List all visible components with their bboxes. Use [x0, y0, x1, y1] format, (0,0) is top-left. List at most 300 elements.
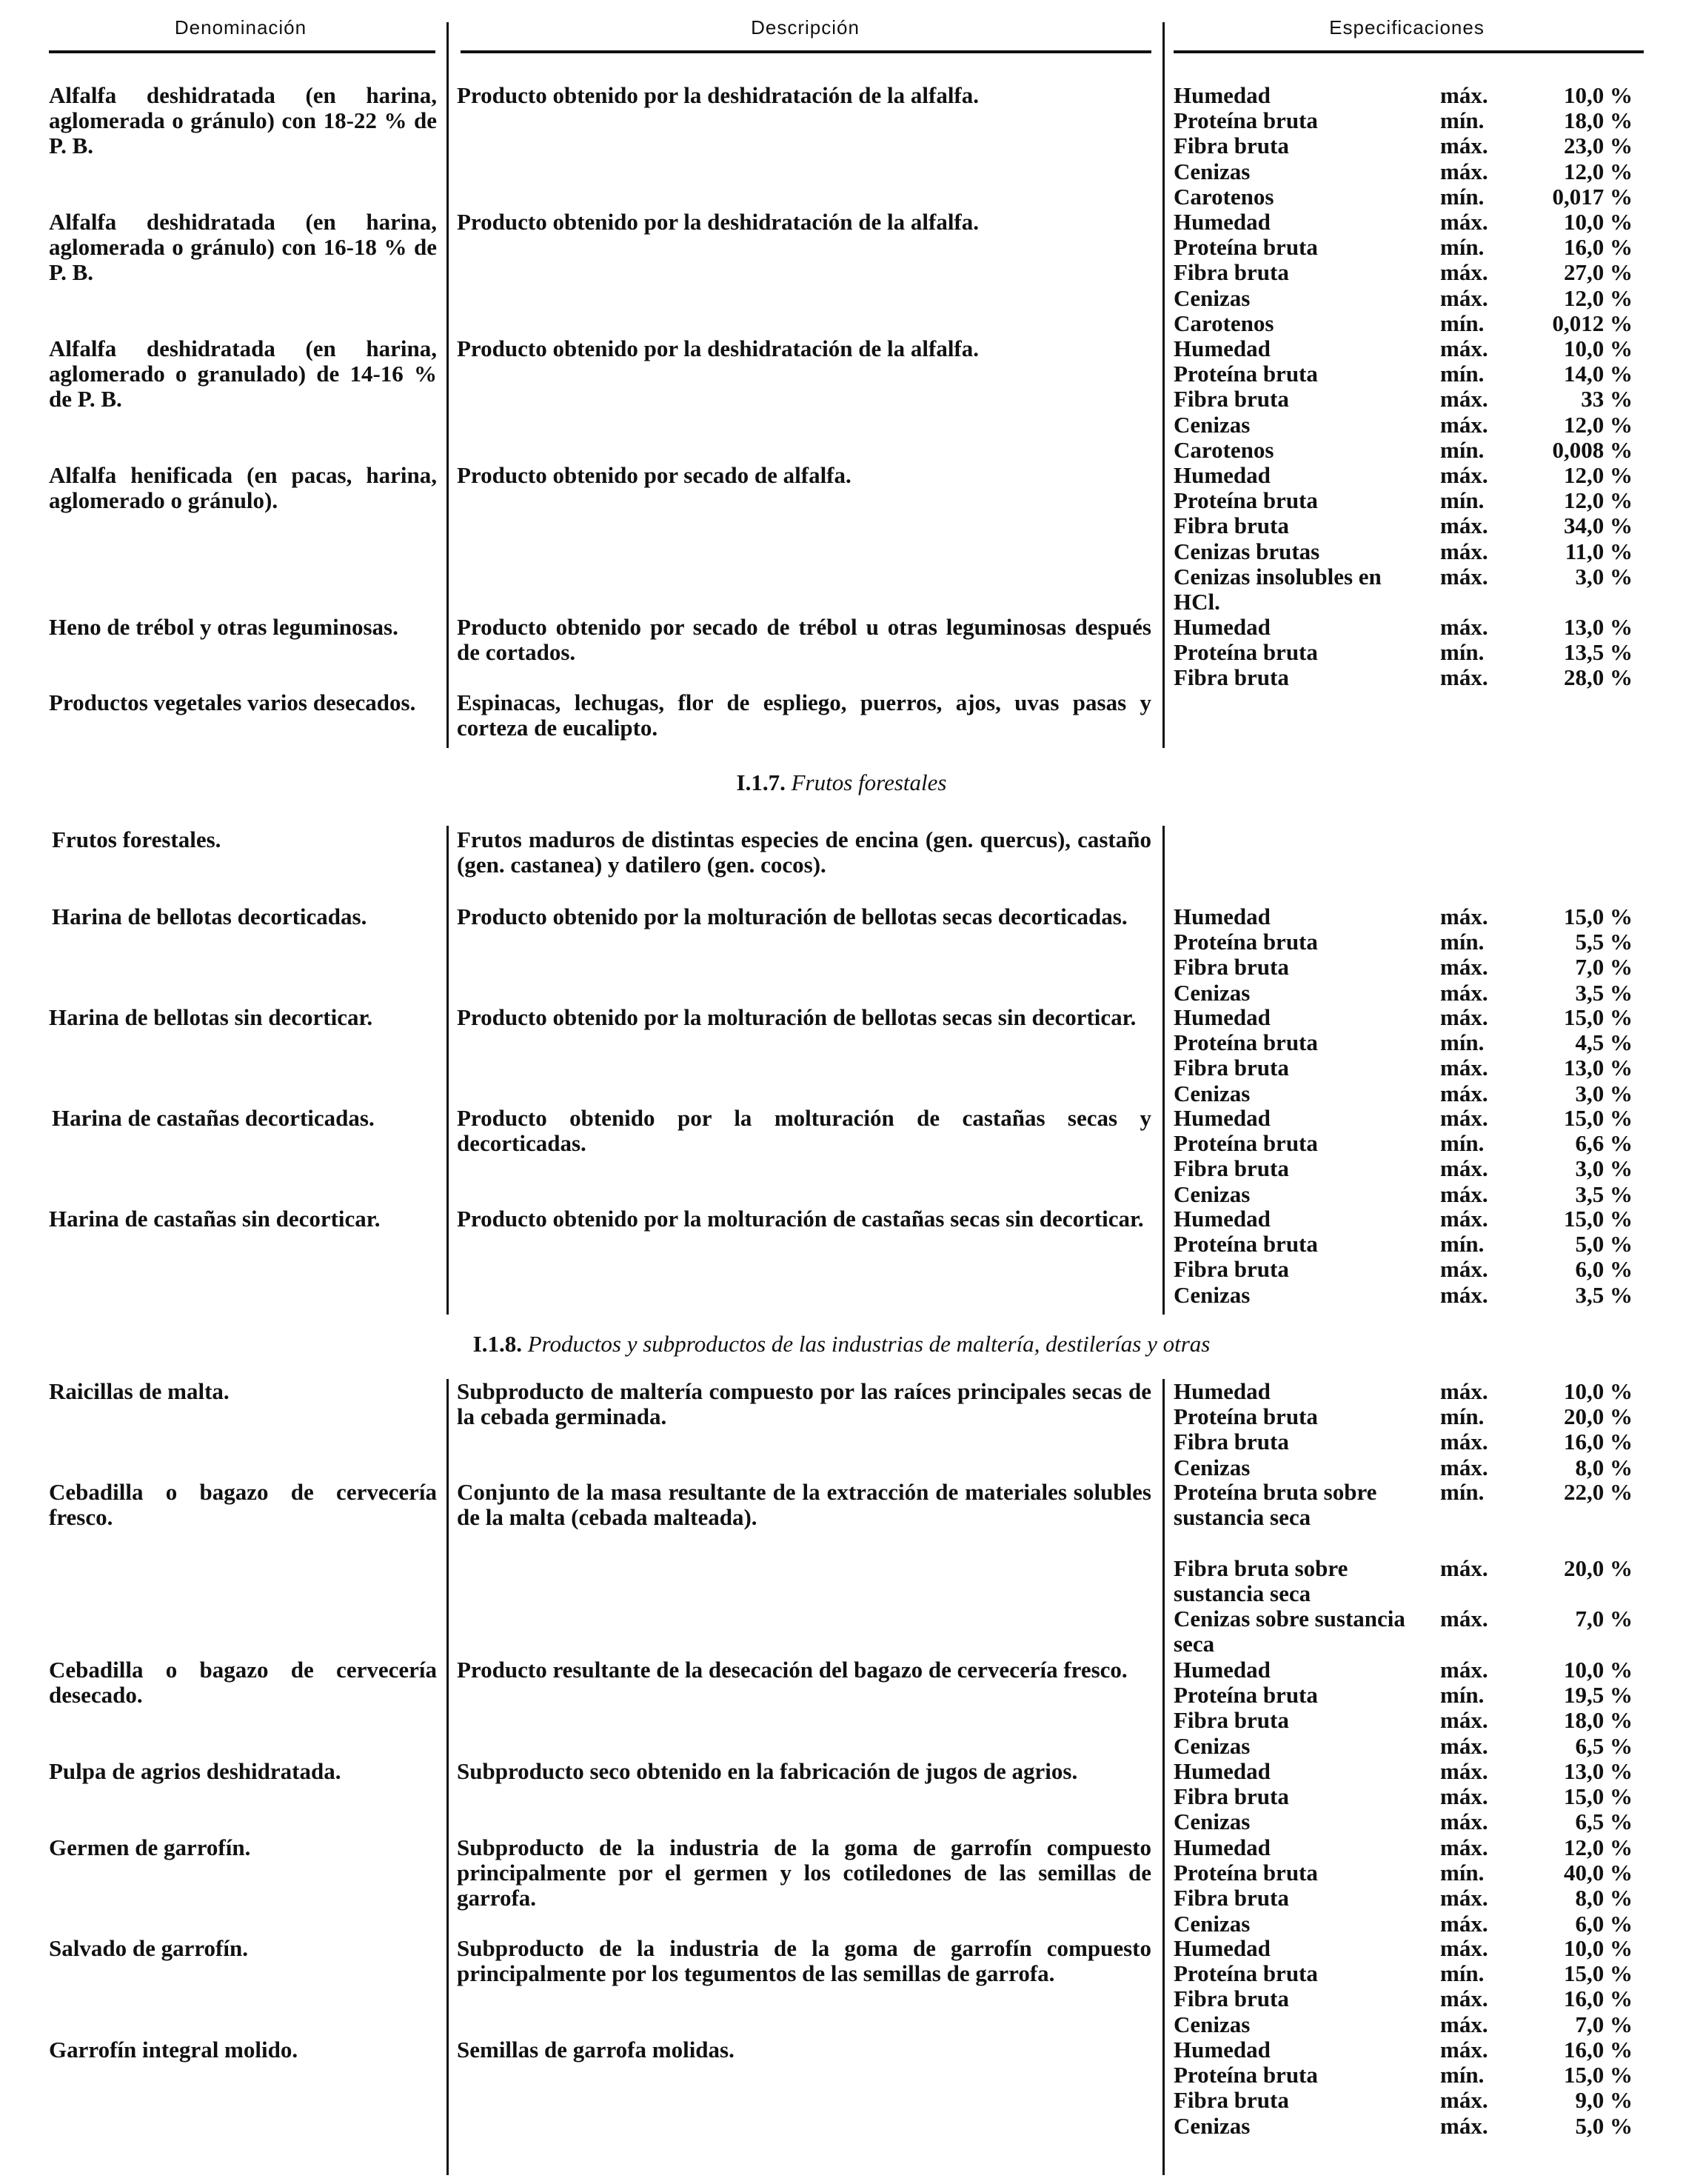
spec-name: Proteína bruta	[1174, 1231, 1318, 1258]
descripcion: Subproducto de la industria de la goma de garrofín compuesto principalmente por el germen y los cotiledones de las semillas de garrofa.	[457, 1834, 1151, 1911]
spec-value: 12,0 %	[1564, 411, 1633, 438]
spec-value: 18,0 %	[1564, 107, 1633, 134]
spec-value: 3,5 %	[1575, 979, 1633, 1006]
section-number: I.1.7.	[736, 769, 786, 795]
denominacion: Cebadilla o bagazo de cervecería desecado.	[49, 1657, 437, 1708]
spec-qualifier: mín.	[1440, 1479, 1485, 1505]
spec-name: Cenizas	[1174, 1732, 1251, 1759]
spec-item	[1174, 1283, 1647, 1308]
spec-value: 9,0 %	[1575, 2087, 1633, 2114]
spec-item	[1174, 1081, 1647, 1106]
spec-qualifier: máx.	[1440, 1606, 1488, 1632]
spec-name: Humedad	[1174, 1206, 1271, 1232]
spec-item	[1174, 513, 1647, 538]
spec-value: 40,0 %	[1564, 1860, 1633, 1886]
spec-qualifier: mín.	[1440, 1130, 1485, 1157]
spec-name: Carotenos	[1174, 436, 1274, 463]
spec-name: Fibra bruta	[1174, 133, 1289, 159]
denominacion: Harina de castañas decorticadas.	[52, 1105, 375, 1131]
spec-item	[1174, 235, 1647, 260]
spec-qualifier: máx.	[1440, 386, 1488, 413]
spec-value: 15,0 %	[1564, 1206, 1633, 1232]
spec-item	[1174, 2037, 1647, 2063]
spec-name: Fibra bruta	[1174, 1256, 1289, 1283]
descripcion: Producto obtenido por la deshidratación de la alfalfa.	[457, 209, 980, 235]
spec-item	[1174, 1986, 1647, 2011]
spec-qualifier: máx.	[1440, 1657, 1488, 1683]
spec-name: Cenizas	[1174, 1809, 1251, 1835]
spec-value: 18,0 %	[1564, 1707, 1633, 1734]
spec-value: 12,0 %	[1564, 1834, 1633, 1860]
spec-name: Proteína bruta	[1174, 1403, 1318, 1430]
descripcion: Producto obtenido por la molturación de castañas secas sin decorticar.	[457, 1206, 1144, 1232]
spec-name: Cenizas	[1174, 1281, 1251, 1308]
spec-name: Cenizas brutas	[1174, 538, 1320, 564]
denominacion: Raicillas de malta.	[49, 1378, 230, 1404]
spec-name: Fibra bruta	[1174, 386, 1289, 413]
spec-value: 6,6 %	[1575, 1130, 1633, 1157]
spec-qualifier: máx.	[1440, 1834, 1488, 1860]
spec-name: Humedad	[1174, 335, 1271, 361]
spec-item	[1174, 361, 1647, 387]
spec-value: 15,0 %	[1564, 1004, 1633, 1030]
spec-list	[1174, 1206, 1647, 1308]
spec-qualifier: máx.	[1440, 1256, 1488, 1283]
spec-item	[1174, 955, 1647, 980]
spec-name: Humedad	[1174, 904, 1271, 929]
spec-item	[1174, 336, 1647, 361]
spec-item	[1174, 539, 1647, 564]
descripcion: Producto obtenido por la deshidratación de la alfalfa.	[457, 335, 980, 361]
spec-name: Proteína bruta	[1174, 1682, 1318, 1709]
spec-item	[1174, 286, 1647, 311]
spec-list	[1174, 615, 1647, 691]
spec-name: Cenizas sobre sustancia seca	[1174, 1606, 1405, 1657]
spec-list	[1174, 1480, 1647, 1657]
spec-qualifier: máx.	[1440, 1105, 1488, 1131]
spec-value: 20,0 %	[1564, 1555, 1633, 1581]
spec-name: Cenizas	[1174, 411, 1251, 438]
spec-name: Cenizas	[1174, 2011, 1251, 2037]
spec-value: 16,0 %	[1564, 234, 1633, 261]
spec-name: Proteína bruta	[1174, 929, 1318, 955]
spec-qualifier: máx.	[1440, 979, 1488, 1006]
spec-qualifier: mín.	[1440, 436, 1485, 463]
spec-item	[1174, 1809, 1647, 1834]
spec-qualifier: máx.	[1440, 411, 1488, 438]
spec-qualifier: mín.	[1440, 487, 1485, 514]
spec-list	[1174, 1657, 1647, 1759]
spec-value: 3,5 %	[1575, 1281, 1633, 1308]
spec-qualifier: máx.	[1440, 1004, 1488, 1030]
spec-value: 19,5 %	[1564, 1682, 1633, 1709]
spec-value: 14,0 %	[1564, 361, 1633, 387]
spec-name: Humedad	[1174, 1758, 1271, 1784]
spec-name: Proteína bruta	[1174, 1130, 1318, 1157]
spec-qualifier: mín.	[1440, 1682, 1485, 1709]
header-denominacion: Denominación	[174, 16, 307, 39]
spec-item	[1174, 904, 1647, 929]
spec-name: Fibra bruta	[1174, 512, 1289, 539]
column-divider	[446, 826, 449, 1315]
spec-value: 7,0 %	[1575, 2011, 1633, 2037]
spec-name: Fibra bruta	[1174, 1885, 1289, 1911]
spec-name: Fibra bruta	[1174, 954, 1289, 981]
spec-value: 27,0 %	[1564, 259, 1633, 286]
spec-qualifier: máx.	[1440, 1555, 1488, 1581]
spec-value: 3,0 %	[1575, 1155, 1633, 1182]
spec-name: Fibra bruta	[1174, 1986, 1289, 2012]
spec-qualifier: máx.	[1440, 259, 1488, 286]
spec-name: Cenizas	[1174, 1080, 1251, 1106]
denominacion: Cebadilla o bagazo de cervecería fresco.	[49, 1479, 437, 1530]
descripcion: Semillas de garrofa molidas.	[457, 2037, 735, 2063]
spec-qualifier: máx.	[1440, 1181, 1488, 1207]
spec-name: Humedad	[1174, 462, 1271, 488]
spec-name: Humedad	[1174, 1004, 1271, 1030]
header-rule-3	[1174, 50, 1644, 53]
spec-qualifier: mín.	[1440, 1231, 1485, 1258]
descripcion: Subproducto de la industria de la goma de garrofín compuesto principalmente por los tegumentos de las semillas de garrofa.	[457, 1935, 1151, 1986]
spec-item	[1174, 108, 1647, 133]
spec-item	[1174, 260, 1647, 285]
denominacion: Garrofín integral molido.	[49, 2037, 298, 2063]
spec-name: Proteína bruta	[1174, 234, 1318, 261]
descripcion: Subproducto de maltería compuesto por las raíces principales secas de la cebada germinada.	[457, 1378, 1151, 1429]
spec-item	[1174, 1206, 1647, 1232]
descripcion: Producto obtenido por la deshidratación de la alfalfa.	[457, 82, 980, 108]
denominacion: Alfalfa deshidratada (en harina, aglomerada o gránulo) con 18-22 % de P. B.	[49, 82, 437, 158]
spec-value: 6,5 %	[1575, 1732, 1633, 1759]
spec-qualifier: mín.	[1440, 1403, 1485, 1430]
spec-name: Proteína bruta	[1174, 1960, 1318, 1987]
spec-item	[1174, 1404, 1647, 1429]
spec-item	[1174, 1683, 1647, 1708]
spec-value: 15,0 %	[1564, 904, 1633, 929]
spec-item	[1174, 1379, 1647, 1404]
spec-qualifier: máx.	[1440, 904, 1488, 929]
spec-name: Humedad	[1174, 1834, 1271, 1860]
spec-item	[1174, 1657, 1647, 1683]
spec-item	[1174, 159, 1647, 184]
spec-item	[1174, 2114, 1647, 2139]
spec-item	[1174, 311, 1647, 336]
spec-name: Proteína bruta sobre sustancia seca	[1174, 1479, 1377, 1530]
spec-value: 13,0 %	[1564, 614, 1633, 640]
spec-item	[1174, 1911, 1647, 1937]
column-divider	[446, 1379, 449, 2175]
spec-value: 12,0 %	[1564, 158, 1633, 184]
spec-value: 15,0 %	[1564, 1960, 1633, 1987]
spec-item	[1174, 1606, 1647, 1657]
spec-value: 10,0 %	[1564, 82, 1633, 108]
denominacion: Alfalfa henificada (en pacas, harina, aglomerado o gránulo).	[49, 462, 437, 513]
spec-qualifier: mín.	[1440, 234, 1485, 261]
section-title	[0, 770, 1683, 795]
spec-item	[1174, 615, 1647, 640]
spec-name: Humedad	[1174, 1105, 1271, 1131]
spec-value: 3,0 %	[1575, 1080, 1633, 1106]
spec-item	[1174, 184, 1647, 210]
spec-name: Fibra bruta sobre sustancia seca	[1174, 1555, 1348, 1606]
spec-value: 15,0 %	[1564, 1105, 1633, 1131]
spec-item	[1174, 133, 1647, 158]
spec-qualifier: mín.	[1440, 2062, 1485, 2088]
spec-qualifier: mín.	[1440, 1029, 1485, 1056]
spec-name: Humedad	[1174, 1935, 1271, 1961]
spec-value: 10,0 %	[1564, 209, 1633, 235]
denominacion: Salvado de garrofín.	[49, 1935, 248, 1961]
spec-name: Cenizas	[1174, 2112, 1251, 2139]
spec-name: Humedad	[1174, 209, 1271, 235]
spec-list	[1174, 1379, 1647, 1480]
spec-qualifier: máx.	[1440, 1429, 1488, 1455]
spec-item	[1174, 665, 1647, 690]
section-name: Productos y subproductos de las industrias de maltería, destilerías y otras	[527, 1331, 1211, 1357]
spec-name: Humedad	[1174, 2037, 1271, 2063]
spec-name: Proteína bruta	[1174, 361, 1318, 387]
descripcion: Producto obtenido por la molturación de bellotas secas decorticadas.	[457, 904, 1128, 929]
spec-value: 28,0 %	[1564, 664, 1633, 691]
spec-value: 15,0 %	[1564, 1783, 1633, 1810]
spec-qualifier: máx.	[1440, 1885, 1488, 1911]
spec-value: 16,0 %	[1564, 1429, 1633, 1455]
spec-name: Fibra bruta	[1174, 259, 1289, 286]
spec-qualifier: mín.	[1440, 310, 1485, 336]
header-especificaciones: Especificaciones	[1329, 16, 1485, 39]
column-divider	[1162, 22, 1165, 748]
spec-value: 10,0 %	[1564, 1935, 1633, 1961]
spec-qualifier: máx.	[1440, 664, 1488, 691]
spec-item	[1174, 1556, 1647, 1606]
spec-qualifier: máx.	[1440, 1080, 1488, 1106]
spec-value: 10,0 %	[1564, 1657, 1633, 1683]
spec-qualifier: máx.	[1440, 1155, 1488, 1182]
header-descripcion: Descripción	[751, 16, 860, 39]
spec-item	[1174, 83, 1647, 108]
column-divider	[1162, 826, 1165, 1315]
spec-item	[1174, 1455, 1647, 1480]
spec-qualifier: máx.	[1440, 2037, 1488, 2063]
spec-name: Fibra bruta	[1174, 1055, 1289, 1081]
descripcion: Conjunto de la masa resultante de la extracción de materiales solubles de la malta (cebada malteada).	[457, 1479, 1151, 1530]
denominacion: Germen de garrofín.	[49, 1834, 251, 1860]
spec-qualifier: máx.	[1440, 1707, 1488, 1734]
spec-qualifier: máx.	[1440, 158, 1488, 184]
spec-qualifier: máx.	[1440, 538, 1488, 564]
spec-list	[1174, 1759, 1647, 1835]
spec-qualifier: mín.	[1440, 361, 1485, 387]
spec-value: 0,017 %	[1552, 183, 1633, 210]
spec-list	[1174, 1106, 1647, 1207]
descripcion: Producto obtenido por la molturación de bellotas secas sin decorticar.	[457, 1004, 1137, 1030]
spec-value: 4,5 %	[1575, 1029, 1633, 1056]
spec-item	[1174, 488, 1647, 513]
spec-item	[1174, 564, 1647, 615]
spec-item	[1174, 463, 1647, 488]
spec-value: 16,0 %	[1564, 1986, 1633, 2012]
spec-qualifier: máx.	[1440, 2087, 1488, 2114]
spec-value: 5,0 %	[1575, 1231, 1633, 1258]
spec-list	[1174, 1005, 1647, 1106]
spec-name: Cenizas	[1174, 158, 1251, 184]
spec-qualifier: máx.	[1440, 1758, 1488, 1784]
spec-name: Humedad	[1174, 1378, 1271, 1404]
spec-qualifier: mín.	[1440, 1860, 1485, 1886]
spec-value: 10,0 %	[1564, 1378, 1633, 1404]
spec-item	[1174, 981, 1647, 1006]
spec-value: 11,0 %	[1565, 538, 1633, 564]
spec-qualifier: máx.	[1440, 1732, 1488, 1759]
spec-qualifier: máx.	[1440, 462, 1488, 488]
spec-name: Cenizas insolubles en HCl.	[1174, 563, 1382, 615]
spec-item	[1174, 1886, 1647, 1911]
spec-value: 6,0 %	[1575, 1910, 1633, 1937]
denominacion: Alfalfa deshidratada (en harina, aglomerado o granulado) de 14-16 % de P. B.	[49, 335, 437, 412]
column-divider	[1162, 1379, 1165, 2175]
section-name: Frutos forestales	[791, 769, 947, 795]
spec-name: Fibra bruta	[1174, 1429, 1289, 1455]
spec-name: Humedad	[1174, 1657, 1271, 1683]
spec-item	[1174, 2012, 1647, 2037]
spec-name: Fibra bruta	[1174, 2087, 1289, 2114]
spec-item	[1174, 1055, 1647, 1081]
spec-item	[1174, 2063, 1647, 2088]
denominacion: Frutos forestales.	[52, 826, 221, 852]
spec-list	[1174, 336, 1647, 463]
spec-qualifier: máx.	[1440, 1935, 1488, 1961]
spec-item	[1174, 1156, 1647, 1181]
spec-value: 13,5 %	[1564, 639, 1633, 666]
spec-value: 0,008 %	[1552, 436, 1633, 463]
spec-value: 13,0 %	[1564, 1758, 1633, 1784]
spec-item	[1174, 1708, 1647, 1733]
spec-value: 13,0 %	[1564, 1055, 1633, 1081]
spec-name: Fibra bruta	[1174, 664, 1289, 691]
spec-list	[1174, 904, 1647, 1006]
spec-item	[1174, 1835, 1647, 1860]
spec-item	[1174, 1784, 1647, 1809]
spec-list	[1174, 2037, 1647, 2139]
spec-name: Proteína bruta	[1174, 2062, 1318, 2088]
spec-qualifier: máx.	[1440, 284, 1488, 311]
spec-value: 8,0 %	[1575, 1885, 1633, 1911]
spec-qualifier: máx.	[1440, 1055, 1488, 1081]
spec-value: 34,0 %	[1564, 512, 1633, 539]
spec-name: Humedad	[1174, 614, 1271, 640]
denominacion: Productos vegetales varios desecados.	[49, 689, 416, 715]
spec-value: 5,5 %	[1575, 929, 1633, 955]
descripcion: Producto resultante de la desecación del bagazo de cervecería fresco.	[457, 1657, 1128, 1683]
descripcion: Subproducto seco obtenido en la fabricación de jugos de agrios.	[457, 1758, 1078, 1784]
spec-name: Carotenos	[1174, 183, 1274, 210]
spec-name: Cenizas	[1174, 979, 1251, 1006]
spec-value: 7,0 %	[1575, 954, 1633, 981]
spec-value: 33 %	[1581, 386, 1633, 413]
spec-item	[1174, 1961, 1647, 1986]
spec-qualifier: máx.	[1440, 614, 1488, 640]
spec-list	[1174, 1835, 1647, 1937]
spec-qualifier: mín.	[1440, 183, 1485, 210]
denominacion: Harina de bellotas sin decorticar.	[49, 1004, 373, 1030]
spec-name: Proteína bruta	[1174, 1860, 1318, 1886]
spec-name: Proteína bruta	[1174, 107, 1318, 134]
spec-item	[1174, 1106, 1647, 1131]
spec-item	[1174, 1030, 1647, 1055]
spec-item	[1174, 1257, 1647, 1282]
section-number: I.1.8.	[472, 1331, 522, 1357]
spec-list	[1174, 1936, 1647, 2037]
spec-value: 8,0 %	[1575, 1454, 1633, 1480]
spec-qualifier: máx.	[1440, 1783, 1488, 1810]
spec-item	[1174, 1734, 1647, 1759]
spec-item	[1174, 1182, 1647, 1207]
spec-item	[1174, 387, 1647, 412]
spec-name: Fibra bruta	[1174, 1155, 1289, 1182]
spec-qualifier: mín.	[1440, 929, 1485, 955]
spec-qualifier: mín.	[1440, 107, 1485, 134]
spec-qualifier: máx.	[1440, 563, 1488, 590]
spec-qualifier: máx.	[1440, 1378, 1488, 1404]
spec-item	[1174, 1131, 1647, 1156]
spec-qualifier: máx.	[1440, 133, 1488, 159]
descripcion: Producto obtenido por secado de alfalfa.	[457, 462, 851, 488]
spec-value: 12,0 %	[1564, 487, 1633, 514]
spec-value: 22,0 %	[1564, 1479, 1633, 1505]
spec-item	[1174, 1936, 1647, 1961]
spec-value: 12,0 %	[1564, 462, 1633, 488]
denominacion: Pulpa de agrios deshidratada.	[49, 1758, 341, 1784]
spec-item	[1174, 413, 1647, 438]
spec-value: 16,0 %	[1564, 2037, 1633, 2063]
spec-name: Cenizas	[1174, 284, 1251, 311]
spec-item	[1174, 1480, 1647, 1556]
spec-value: 7,0 %	[1575, 1606, 1633, 1632]
column-divider	[446, 22, 449, 748]
spec-item	[1174, 929, 1647, 955]
spec-qualifier: máx.	[1440, 1809, 1488, 1835]
denominacion: Heno de trébol y otras leguminosas.	[49, 614, 398, 640]
descripcion: Frutos maduros de distintas especies de encina (gen. quercus), castaño (gen. castanea) y datilero (gen. cocos).	[457, 826, 1151, 878]
spec-list	[1174, 463, 1647, 615]
spec-name: Cenizas	[1174, 1181, 1251, 1207]
spec-list	[1174, 83, 1647, 210]
spec-name: Cenizas	[1174, 1910, 1251, 1937]
spec-qualifier: máx.	[1440, 1454, 1488, 1480]
spec-name: Humedad	[1174, 82, 1271, 108]
spec-value: 23,0 %	[1564, 133, 1633, 159]
spec-value: 15,0 %	[1564, 2062, 1633, 2088]
spec-qualifier: máx.	[1440, 512, 1488, 539]
spec-value: 12,0 %	[1564, 284, 1633, 311]
spec-item	[1174, 640, 1647, 665]
spec-name: Carotenos	[1174, 310, 1274, 336]
spec-qualifier: máx.	[1440, 209, 1488, 235]
spec-name: Proteína bruta	[1174, 487, 1318, 514]
spec-qualifier: máx.	[1440, 1910, 1488, 1937]
spec-qualifier: máx.	[1440, 1281, 1488, 1308]
spec-qualifier: máx.	[1440, 82, 1488, 108]
spec-value: 6,0 %	[1575, 1256, 1633, 1283]
denominacion: Harina de castañas sin decorticar.	[49, 1206, 381, 1232]
spec-item	[1174, 1759, 1647, 1784]
spec-item	[1174, 2088, 1647, 2113]
spec-qualifier: máx.	[1440, 335, 1488, 361]
spec-qualifier: mín.	[1440, 639, 1485, 666]
spec-name: Cenizas	[1174, 1454, 1251, 1480]
spec-value: 5,0 %	[1575, 2112, 1633, 2139]
descripcion: Producto obtenido por secado de trébol u otras leguminosas después de cortados.	[457, 614, 1151, 665]
